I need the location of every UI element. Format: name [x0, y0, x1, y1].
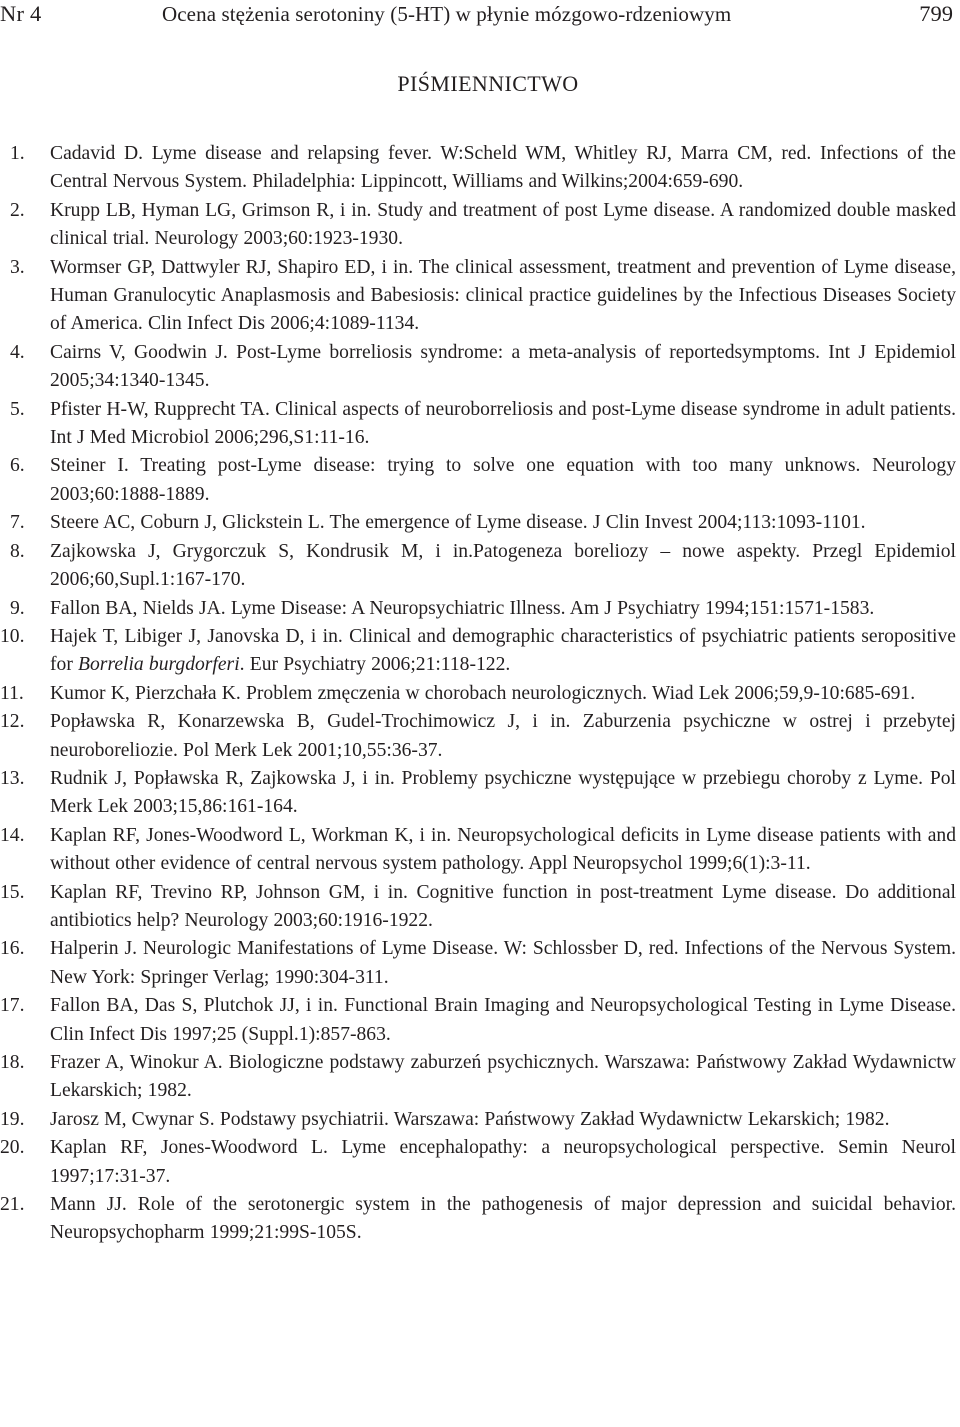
reference-item	[0, 396, 956, 453]
reference-text: Fallon BA, Das S, Plutchok JJ, i in. Functional Brain Imaging and Neuropsychological Testing in Lyme Disease. Clin Infect Dis 1997;25 (Suppl.1):857-863.	[50, 995, 956, 1045]
reference-text: Mann JJ. Role of the serotonergic system in the pathogenesis of major depression and suicidal behavior. Neuropsychopharm 1999;21:99S-105S.	[50, 1194, 956, 1244]
reference-item	[0, 538, 956, 595]
reference-text: Wormser GP, Dattwyler RJ, Shapiro ED, i in. The clinical assessment, treatment and prevention of Lyme disease, Human Granulocytic Anaplasmosis and Babesiosis: clinical practice guidelines by the Infectious Diseases Society of America. Clin Infect Dis 2006;4:1089-1134.	[50, 256, 956, 335]
reference-item	[0, 822, 956, 879]
reference-text: Kaplan RF, Jones-Woodword L. Lyme encephalopathy: a neuropsychological perspective. Semin Neurol 1997;17:31-37.	[50, 1137, 956, 1187]
reference-item	[0, 254, 956, 339]
reference-number: 19.	[0, 1108, 25, 1130]
reference-item	[0, 765, 956, 822]
reference-item	[0, 452, 956, 509]
reference-number: 8.	[10, 540, 25, 562]
reference-item	[0, 595, 956, 623]
reference-text: Steere AC, Coburn J, Glickstein L. The emergence of Lyme disease. J Clin Invest 2004;113:1093-1101.	[50, 512, 866, 534]
reference-number: 17.	[0, 995, 25, 1017]
reference-item	[0, 1191, 956, 1248]
reference-number: 7.	[10, 512, 25, 534]
species-name-italic: Borrelia burgdorferi	[78, 654, 240, 676]
reference-text: Kumor K, Pierzchała K. Problem zmęczenia w chorobach neurologicznych. Wiad Lek 2006;59,9-10:685-691.	[50, 682, 916, 704]
issue-number: Nr 4	[0, 1, 42, 26]
reference-item	[0, 879, 956, 936]
reference-text: Halperin J. Neurologic Manifestations of Lyme Disease. W: Schlossber D, red. Infections of the Nervous System. New York: Springer Verlag; 1990:304-311.	[50, 938, 956, 988]
reference-number: 16.	[0, 938, 25, 960]
reference-item	[0, 992, 956, 1049]
reference-number: 18.	[0, 1052, 25, 1073]
reference-number: 5.	[10, 398, 25, 420]
reference-item	[0, 708, 956, 765]
reference-number: 6.	[10, 455, 25, 477]
reference-number: 11.	[0, 682, 24, 704]
reference-text: Steiner I. Treating post-Lyme disease: trying to solve one equation with too many unknows. Neurology 2003;60:1888-1889.	[50, 455, 956, 505]
reference-text-part: Hajek T, Libiger J, Janovska D, i in. Clinical and demographic characteristics of psychiatric patients seropositive for	[50, 625, 956, 676]
reference-text: Fallon BA, Nields JA. Lyme Disease: A Neuropsychiatric Illness. Am J Psychiatry 1994;151:1571-1583.	[50, 597, 875, 619]
reference-number: 10.	[0, 625, 25, 647]
reference-list	[0, 140, 956, 1248]
section-title: PIŚMIENNICTWO	[397, 71, 579, 96]
reference-item	[0, 1106, 956, 1134]
reference-number: 15.	[0, 881, 25, 903]
reference-number: 2.	[10, 199, 25, 221]
reference-text-part: . Eur Psychiatry 2006;21:118-122.	[239, 654, 511, 676]
reference-number: 3.	[10, 256, 25, 278]
reference-item	[0, 1049, 956, 1106]
reference-text: Popławska R, Konarzewska B, Gudel-Trochimowicz J, i in. Zaburzenia psychiczne w ostrej i przebytej neuroboreliozie. Pol Merk Lek 2001;10,55:36-37.	[50, 711, 956, 761]
reference-number: 9.	[10, 597, 25, 619]
reference-text	[50, 626, 956, 675]
reference-item	[0, 140, 956, 197]
reference-number: 21.	[0, 1194, 25, 1216]
reference-text: Jarosz M, Cwynar S. Podstawy psychiatrii. Warszawa: Państwowy Zakład Wydawnictw Lekarskich; 1982.	[50, 1108, 890, 1130]
reference-item	[0, 680, 956, 708]
reference-item	[0, 339, 956, 396]
reference-text: Pfister H-W, Rupprecht TA. Clinical aspects of neuroborreliosis and post-Lyme disease syndrome in adult patients. Int J Med Microbiol 2006;296,S1:11-16.	[50, 398, 956, 449]
running-header	[0, 0, 960, 34]
reference-text: Krupp LB, Hyman LG, Grimson R, i in. Study and treatment of post Lyme disease. A randomized double masked clinical trial. Neurology 2003;60:1923-1930.	[50, 199, 956, 250]
reference-item	[0, 623, 956, 680]
reference-number: 1.	[10, 143, 25, 164]
reference-item	[0, 509, 956, 537]
reference-number: 12.	[0, 711, 25, 733]
reference-item	[0, 197, 956, 254]
reference-text: Kaplan RF, Trevino RP, Johnson GM, i in. Cognitive function in post-treatment Lyme disease. Do additional antibiotics help? Neurology 2003;60:1916-1922.	[50, 881, 956, 931]
reference-number: 13.	[0, 767, 25, 789]
reference-text: Zajkowska J, Grygorczuk S, Kondrusik M, i in.Patogeneza boreliozy – nowe aspekty. Przegl Epidemiol 2006;60,Supl.1:167-170.	[50, 540, 956, 591]
reference-text: Rudnik J, Popławska R, Zajkowska J, i in. Problemy psychiczne występujące w przebiegu choroby z Lyme. Pol Merk Lek 2003;15,86:161-164.	[50, 767, 956, 818]
reference-number: 20.	[0, 1137, 25, 1159]
reference-number: 4.	[10, 341, 25, 363]
reference-text: Kaplan RF, Jones-Woodword L, Workman K, i in. Neuropsychological deficits in Lyme disease patients with and without other evidence of central nervous system pathology. Appl Neuropsychol 1999;6(1):3-11.	[50, 824, 956, 875]
running-title: Ocena stężenia serotoniny (5-HT) w płynie mózgowo-rdzeniowym	[162, 2, 732, 26]
page-number: 799	[919, 1, 953, 26]
reference-text: Frazer A, Winokur A. Biologiczne podstawy zaburzeń psychicznych. Warszawa: Państwowy Zakład Wydawnictw Lekarskich; 1982.	[50, 1052, 956, 1102]
reference-number: 14.	[0, 824, 25, 846]
reference-text: Cadavid D. Lyme disease and relapsing fever. W:Scheld WM, Whitley RJ, Marra CM, red. Infections of the Central Nervous System. Philadelphia: Lippincott, Williams and Wilkins;2004:659-690.	[50, 143, 956, 193]
reference-item	[0, 935, 956, 992]
reference-item	[0, 1134, 956, 1191]
reference-text: Cairns V, Goodwin J. Post-Lyme borreliosis syndrome: a meta-analysis of reportedsymptoms. Int J Epidemiol 2005;34:1340-1345.	[50, 341, 956, 392]
